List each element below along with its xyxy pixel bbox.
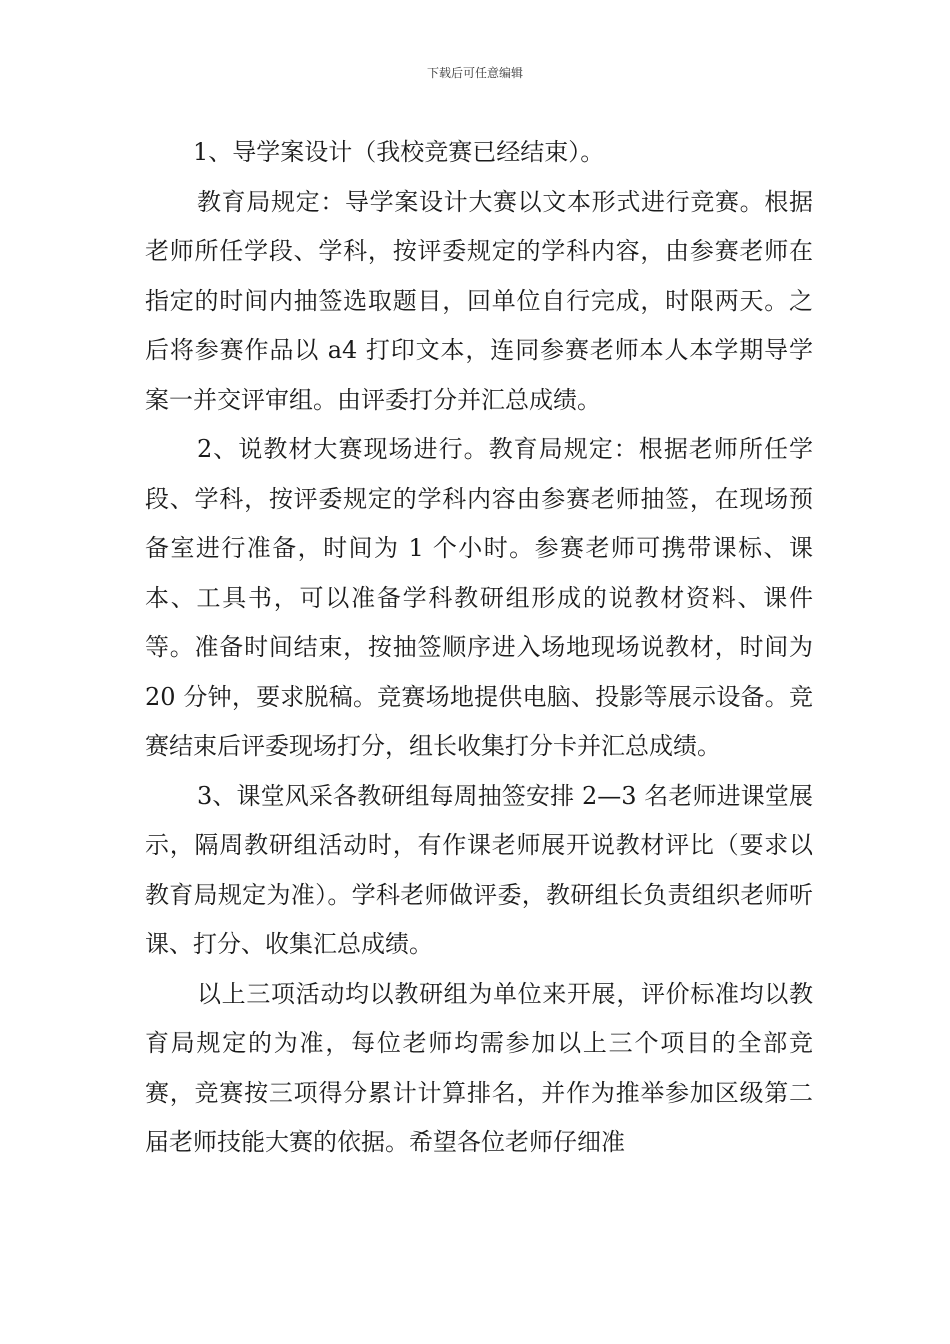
item-1-paragraph: 教育局规定：导学案设计大赛以文本形式进行竞赛。根据老师所任学段、学科，按评委规定的学科内容，由参赛老师在指定的时间内抽签选取题目，回单位自行完成，时限两天。之后将参赛作品以 a4 打印文本，连同参赛老师本人本学期导学案一并交评审组。由评委打分并汇总成绩。 [145, 187, 813, 414]
document-body [145, 128, 813, 1168]
item-3-paragraph: 3、课堂风采各教研组每周抽签安排 2—3 名老师进课堂展示，隔周教研组活动时，有作课老师展开说教材评比（要求以教育局规定为准）。学科老师做评委，教研组长负责组织老师听课、打分、收集汇总成绩。 [145, 781, 813, 958]
summary-paragraph: 以上三项活动均以教研组为单位来开展，评价标准均以教育局规定的为准，每位老师均需参加以上三个项目的全部竞赛，竞赛按三项得分累计计算排名，并作为推举参加区级第二届老师技能大赛的依据。希望各位老师仔细准 [145, 979, 813, 1156]
item-2-paragraph: 2、说教材大赛现场进行。教育局规定：根据老师所任学段、学科，按评委规定的学科内容由参赛老师抽签，在现场预备室进行准备，时间为 1 个小时。参赛老师可携带课标、课本、工具书，可以准备学科教研组形成的说教材资料、课件等。准备时间结束，按抽签顺序进入场地现场说教材，时间为 20 分钟，要求脱稿。竞赛场地提供电脑、投影等展示设备。竞赛结束后评委现场打分，组长收集打分卡并汇总成绩。 [145, 435, 813, 760]
page-header-note: 下载后可任意编辑 [426, 66, 523, 80]
item-1-heading: 1、导学案设计（我校竞赛已经结束）。 [193, 138, 605, 166]
